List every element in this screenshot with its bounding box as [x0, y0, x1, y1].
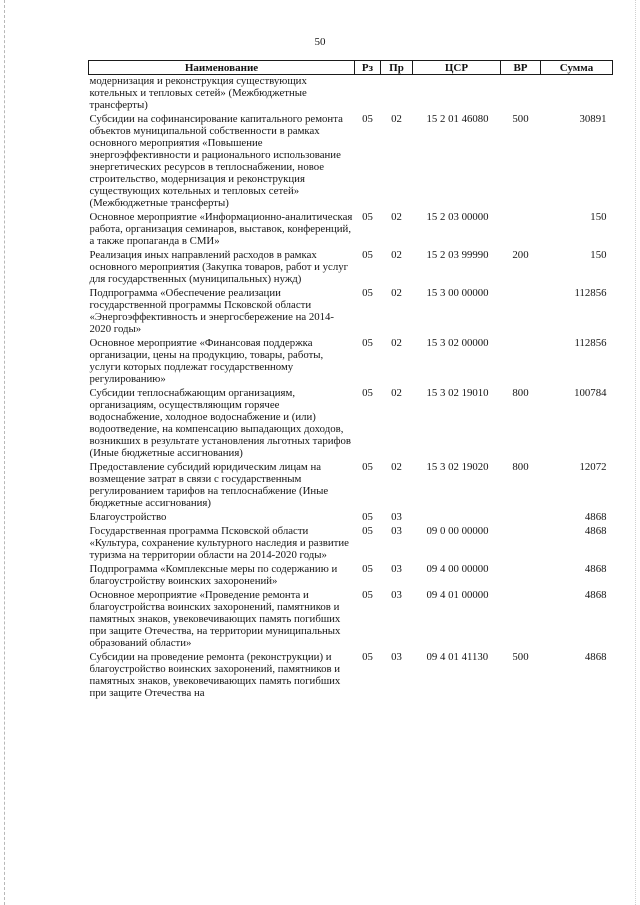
- cell-rz: 05: [362, 589, 373, 601]
- cell-csr: [413, 511, 501, 525]
- cell-vr: 500: [512, 113, 529, 125]
- cell-sum: 4868: [584, 589, 607, 601]
- table-row: [89, 511, 613, 525]
- cell-sum: 100784: [574, 387, 607, 399]
- cell-sum: 4868: [584, 651, 607, 663]
- cell-pr: 02: [391, 113, 402, 125]
- cell-vr: [501, 211, 541, 249]
- cell-sum: 12072: [579, 461, 607, 473]
- cell-sum: 4868: [584, 511, 607, 523]
- table-row: [89, 249, 613, 287]
- cell-name: модернизация и реконструкция существующих котельных и тепловых сетей» (Межбюджетные трансферты): [89, 75, 307, 111]
- cell-pr: 03: [391, 651, 402, 663]
- cell-pr: 03: [391, 525, 402, 537]
- cell-sum: [541, 75, 613, 114]
- cell-vr: [501, 589, 541, 651]
- cell-sum: 150: [590, 249, 607, 261]
- table-row: [89, 525, 613, 563]
- header-name: Наименование: [89, 61, 355, 75]
- cell-rz: 05: [362, 211, 373, 223]
- cell-vr: [501, 75, 541, 114]
- cell-pr: 03: [391, 563, 402, 575]
- cell-name: Подпрограмма «Обеспечение реализации государственной программы Псковской области «Энергоэффективность и энергосбережение на 2014-2020 годы»: [89, 287, 335, 335]
- cell-csr: 15 3 02 19020: [426, 461, 489, 473]
- cell-sum: 112856: [574, 337, 607, 349]
- cell-name: Субсидии на софинансирование капитального ремонта объектов муниципальной собственности в рамках основного мероприятия «Повышение энергоэффективности и рационального использование энергетических ресурсов в теплоснабжении, новое строительство, модернизация и реконструкция существующих котельных и тепловых сетей» (Межбюджетные трансферты): [89, 113, 343, 209]
- cell-pr: 02: [391, 337, 402, 349]
- header-row: [89, 61, 613, 75]
- cell-csr: 15 2 03 99990: [426, 249, 489, 261]
- table-row: [89, 287, 613, 337]
- table-row: [89, 211, 613, 249]
- cell-csr: 15 2 03 00000: [426, 211, 489, 223]
- cell-csr: 09 4 01 41130: [426, 651, 489, 663]
- cell-sum: 150: [590, 211, 607, 223]
- table-row: [89, 461, 613, 511]
- cell-csr: 09 4 00 00000: [426, 563, 489, 575]
- cell-vr: [501, 287, 541, 337]
- table-row: [89, 651, 613, 701]
- cell-rz: [355, 75, 381, 114]
- table-row: [89, 337, 613, 387]
- cell-name: Подпрограмма «Комплексные меры по содержанию и благоустройству воинских захоронений»: [89, 563, 338, 587]
- cell-pr: 02: [391, 287, 402, 299]
- cell-name: Государственная программа Псковской области «Культура, сохранение культурного наследия и развитие туризма на территории области на 2014-2020 годы»: [89, 525, 349, 561]
- cell-vr: 200: [512, 249, 529, 261]
- table-row: [89, 75, 613, 114]
- cell-vr: [501, 337, 541, 387]
- cell-rz: 05: [362, 563, 373, 575]
- header-vr: ВР: [501, 61, 541, 75]
- cell-csr: 15 3 02 00000: [426, 337, 489, 349]
- cell-vr: 500: [512, 651, 529, 663]
- cell-pr: 03: [391, 511, 402, 523]
- scan-right-edge: [635, 0, 637, 905]
- table-row: [89, 589, 613, 651]
- cell-csr: 15 3 02 19010: [426, 387, 489, 399]
- cell-sum: 4868: [584, 525, 607, 537]
- cell-csr: 09 0 00 00000: [426, 525, 489, 537]
- table-header: [89, 61, 613, 75]
- cell-rz: 05: [362, 113, 373, 125]
- cell-pr: 03: [391, 589, 402, 601]
- table-row: [89, 387, 613, 461]
- cell-sum: 112856: [574, 287, 607, 299]
- header-sum: Сумма: [541, 61, 613, 75]
- header-csr: ЦСР: [413, 61, 501, 75]
- cell-pr: 02: [391, 461, 402, 473]
- table-row: [89, 563, 613, 589]
- cell-csr: [413, 75, 501, 114]
- cell-rz: 05: [362, 461, 373, 473]
- page-number: 50: [314, 36, 326, 48]
- table-row: [89, 113, 613, 211]
- cell-csr: 09 4 01 00000: [426, 589, 489, 601]
- cell-name: Основное мероприятие «Информационно-аналитическая работа, организация семинаров, выставок, конференций, а также пропаганда в СМИ»: [89, 211, 353, 247]
- budget-table: [88, 60, 613, 701]
- cell-csr: 15 2 01 46080: [426, 113, 489, 125]
- header-rz: Рз: [355, 61, 381, 75]
- scan-left-edge: [4, 0, 6, 905]
- cell-vr: 800: [512, 387, 529, 399]
- cell-rz: 05: [362, 651, 373, 663]
- cell-name: Основное мероприятие «Финансовая поддержка организации, цены на продукцию, товары, работы, услуги которых подлежат государственному регулированию»: [89, 337, 324, 385]
- cell-vr: [501, 525, 541, 563]
- cell-vr: [501, 511, 541, 525]
- cell-rz: 05: [362, 525, 373, 537]
- cell-name: Предоставление субсидий юридическим лицам на возмещение затрат в связи с государственным регулированием тарифов на теплоснабжение (Иные бюджетные ассигнования): [89, 461, 329, 509]
- cell-vr: [501, 563, 541, 589]
- cell-rz: 05: [362, 387, 373, 399]
- cell-name: Субсидии на проведение ремонта (реконструкции) и благоустройство воинских захоронений, памятников и памятных знаков, увековечивающих память погибших при защите Отечества на: [89, 651, 341, 699]
- table-body: [89, 75, 613, 702]
- cell-rz: 05: [362, 287, 373, 299]
- cell-pr: 02: [391, 249, 402, 261]
- cell-rz: 05: [362, 337, 373, 349]
- cell-pr: 02: [391, 211, 402, 223]
- cell-name: Субсидии теплоснабжающим организациям, организациям, осуществляющим горячее водоснабжение, холодное водоснабжение и (или) водоотведение, на компенсацию выпадающих доходов, возникших в результате установления льготных тарифов (Иные бюджетные ассигнования): [89, 387, 351, 459]
- cell-rz: 05: [362, 511, 373, 523]
- cell-name: Реализация иных направлений расходов в рамках основного мероприятия (Закупка товаров, работ и услуг для государственных (муниципальных) нужд): [89, 249, 349, 285]
- cell-rz: 05: [362, 249, 373, 261]
- cell-vr: 800: [512, 461, 529, 473]
- cell-pr: [381, 75, 413, 114]
- cell-name: Основное мероприятие «Проведение ремонта и благоустройства воинских захоронений, памятников и памятных знаков, увековечивающих память погибших при защите Отечества, на территории муниципальных образований области»: [89, 589, 341, 649]
- cell-name: Благоустройство: [89, 511, 167, 523]
- cell-sum: 30891: [579, 113, 607, 125]
- cell-csr: 15 3 00 00000: [426, 287, 489, 299]
- header-pr: Пр: [381, 61, 413, 75]
- cell-pr: 02: [391, 387, 402, 399]
- cell-sum: 4868: [584, 563, 607, 575]
